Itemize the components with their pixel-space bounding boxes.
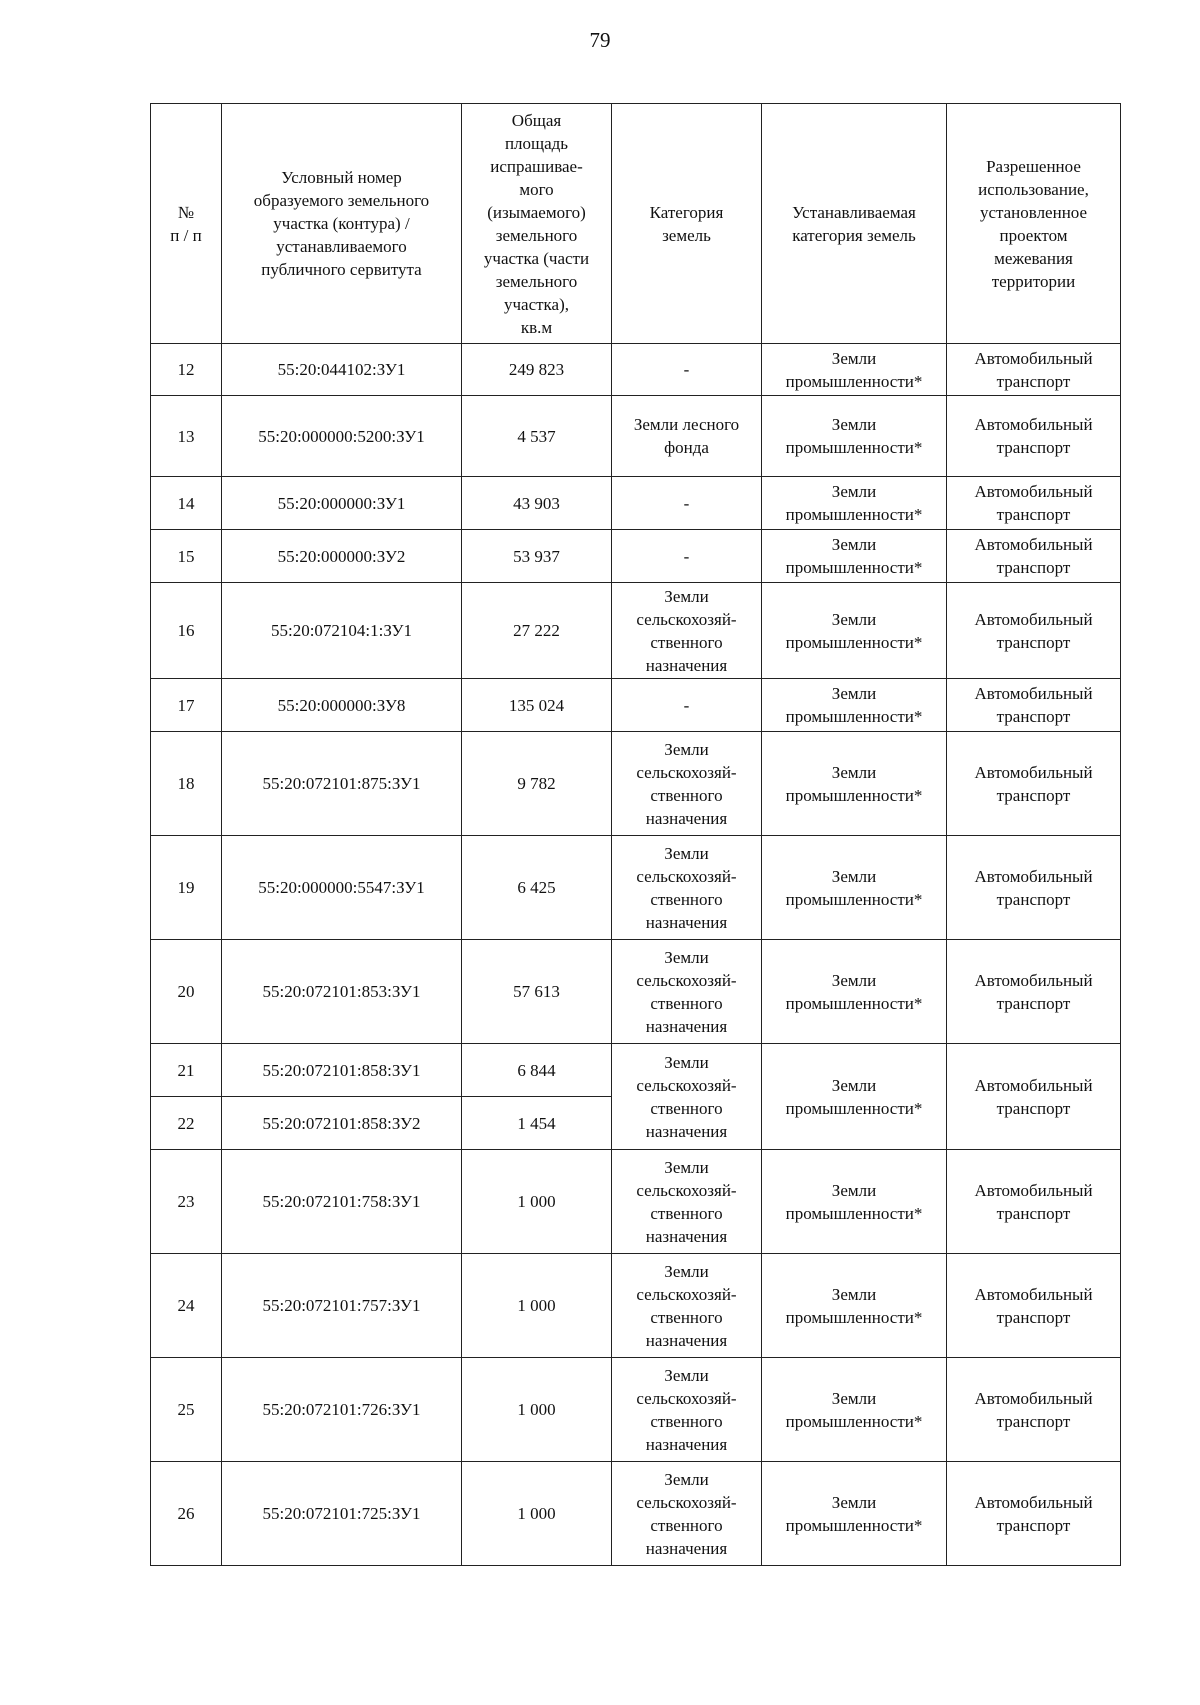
table-row: [151, 477, 1121, 530]
row-new-category: Земли промышленности*: [762, 530, 947, 583]
table-row: [151, 344, 1121, 396]
row-new-category: Земли промышленности*: [762, 732, 947, 836]
row-plot-number: 55:20:000000:5547:ЗУ1: [222, 836, 462, 940]
row-plot-number: 55:20:072101:725:ЗУ1: [222, 1462, 462, 1566]
row-new-category: Земли промышленности*: [762, 1358, 947, 1462]
header-plot-number-label: Условный номер образуемого земельного участка (контура) / устанавливаемого публичного сервитута: [253, 168, 430, 279]
row-category: -: [612, 679, 762, 732]
header-num: [151, 104, 222, 344]
header-new-category-label: Устанавливаемая категория земель: [792, 202, 916, 245]
row-plot-number: 55:20:000000:ЗУ2: [222, 530, 462, 583]
row-category: Земли сельскохозяй- ственного назначения: [612, 940, 762, 1044]
row-usage: Автомобильный транспорт: [947, 477, 1121, 530]
row-usage: Автомобильный транспорт: [947, 836, 1121, 940]
row-new-category: Земли промышленности*: [762, 583, 947, 679]
page-number: 79: [589, 28, 611, 52]
row-new-category: Земли промышленности*: [762, 477, 947, 530]
table-row: [151, 836, 1121, 940]
row-usage: Автомобильный транспорт: [947, 1044, 1121, 1150]
header-category-label: Категория земель: [649, 202, 724, 245]
row-area: 57 613: [462, 940, 612, 1044]
row-num: 25: [151, 1358, 222, 1462]
table-row: [151, 940, 1121, 1044]
row-num: 19: [151, 836, 222, 940]
row-area: 53 937: [462, 530, 612, 583]
row-plot-number: 55:20:072104:1:ЗУ1: [222, 583, 462, 679]
row-category: -: [612, 477, 762, 530]
row-category: Земли сельскохозяй- ственного назначения: [612, 1358, 762, 1462]
row-area: 1 000: [462, 1462, 612, 1566]
row-area: 6 425: [462, 836, 612, 940]
table-row: [151, 1150, 1121, 1254]
table-row: [151, 732, 1121, 836]
row-usage: Автомобильный транспорт: [947, 1462, 1121, 1566]
row-usage: Автомобильный транспорт: [947, 679, 1121, 732]
row-new-category: Земли промышленности*: [762, 1462, 947, 1566]
row-num: 26: [151, 1462, 222, 1566]
table-row: [151, 1254, 1121, 1358]
row-new-category: Земли промышленности*: [762, 1254, 947, 1358]
header-category: [612, 104, 762, 344]
row-new-category: Земли промышленности*: [762, 836, 947, 940]
table-row: [151, 396, 1121, 477]
row-category: Земли сельскохозяй- ственного назначения: [612, 1254, 762, 1358]
table-row: [151, 583, 1121, 679]
row-num: 13: [151, 396, 222, 477]
table-row: [151, 1358, 1121, 1462]
row-category: Земли лесного фонда: [612, 396, 762, 477]
row-plot-number: 55:20:072101:726:ЗУ1: [222, 1358, 462, 1462]
row-plot-number: 55:20:072101:858:ЗУ2: [222, 1097, 462, 1150]
row-usage: Автомобильный транспорт: [947, 1254, 1121, 1358]
header-num-label: № п / п: [170, 202, 202, 245]
row-area: 1 000: [462, 1254, 612, 1358]
row-usage: Автомобильный транспорт: [947, 530, 1121, 583]
row-num: 18: [151, 732, 222, 836]
row-area: 135 024: [462, 679, 612, 732]
header-area-label: Общая площадь испрашивае- мого (изымаемого) земельного участка (части земельного участка), кв.м: [483, 110, 590, 337]
row-usage: Автомобильный транспорт: [947, 396, 1121, 477]
row-new-category: Земли промышленности*: [762, 344, 947, 396]
row-category: Земли сельскохозяй- ственного назначения: [612, 1462, 762, 1566]
row-new-category: Земли промышленности*: [762, 396, 947, 477]
row-category: -: [612, 344, 762, 396]
row-plot-number: 55:20:072101:758:ЗУ1: [222, 1150, 462, 1254]
row-plot-number: 55:20:000000:ЗУ8: [222, 679, 462, 732]
row-plot-number: 55:20:072101:853:ЗУ1: [222, 940, 462, 1044]
row-num: 24: [151, 1254, 222, 1358]
header-usage-label: Разрешенное использование, установленное проектом межевания территории: [978, 156, 1089, 291]
row-plot-number: 55:20:072101:757:ЗУ1: [222, 1254, 462, 1358]
table-row: [151, 1044, 1121, 1097]
land-plots-table: [150, 103, 1121, 1566]
row-category: Земли сельскохозяй- ственного назначения: [612, 1044, 762, 1150]
row-new-category: Земли промышленности*: [762, 1044, 947, 1150]
header-area: [462, 104, 612, 344]
header-usage: [947, 104, 1121, 344]
row-num: 20: [151, 940, 222, 1044]
row-category: Земли сельскохозяй- ственного назначения: [612, 1150, 762, 1254]
row-usage: Автомобильный транспорт: [947, 344, 1121, 396]
row-usage: Автомобильный транспорт: [947, 940, 1121, 1044]
row-num: 14: [151, 477, 222, 530]
header-new-category: [762, 104, 947, 344]
row-num: 21: [151, 1044, 222, 1097]
table-header-row: [151, 104, 1121, 344]
row-num: 15: [151, 530, 222, 583]
row-area: 249 823: [462, 344, 612, 396]
row-plot-number: 55:20:044102:ЗУ1: [222, 344, 462, 396]
table-row: [151, 1462, 1121, 1566]
row-category: Земли сельскохозяй- ственного назначения: [612, 583, 762, 679]
row-area: 9 782: [462, 732, 612, 836]
row-area: 1 000: [462, 1358, 612, 1462]
row-plot-number: 55:20:000000:ЗУ1: [222, 477, 462, 530]
row-category: -: [612, 530, 762, 583]
row-plot-number: 55:20:072101:875:ЗУ1: [222, 732, 462, 836]
row-plot-number: 55:20:072101:858:ЗУ1: [222, 1044, 462, 1097]
row-new-category: Земли промышленности*: [762, 679, 947, 732]
row-num: 16: [151, 583, 222, 679]
header-plot-number: [222, 104, 462, 344]
table-row: [151, 530, 1121, 583]
row-area: 43 903: [462, 477, 612, 530]
row-usage: Автомобильный транспорт: [947, 583, 1121, 679]
row-new-category: Земли промышленности*: [762, 940, 947, 1044]
row-area: 4 537: [462, 396, 612, 477]
row-usage: Автомобильный транспорт: [947, 1358, 1121, 1462]
row-area: 27 222: [462, 583, 612, 679]
row-plot-number: 55:20:000000:5200:ЗУ1: [222, 396, 462, 477]
row-new-category: Земли промышленности*: [762, 1150, 947, 1254]
row-area: 1 000: [462, 1150, 612, 1254]
table-row: [151, 679, 1121, 732]
row-area: 1 454: [462, 1097, 612, 1150]
row-num: 17: [151, 679, 222, 732]
row-category: Земли сельскохозяй- ственного назначения: [612, 732, 762, 836]
row-num: 22: [151, 1097, 222, 1150]
row-num: 23: [151, 1150, 222, 1254]
row-category: Земли сельскохозяй- ственного назначения: [612, 836, 762, 940]
row-usage: Автомобильный транспорт: [947, 732, 1121, 836]
row-num: 12: [151, 344, 222, 396]
row-usage: Автомобильный транспорт: [947, 1150, 1121, 1254]
row-area: 6 844: [462, 1044, 612, 1097]
